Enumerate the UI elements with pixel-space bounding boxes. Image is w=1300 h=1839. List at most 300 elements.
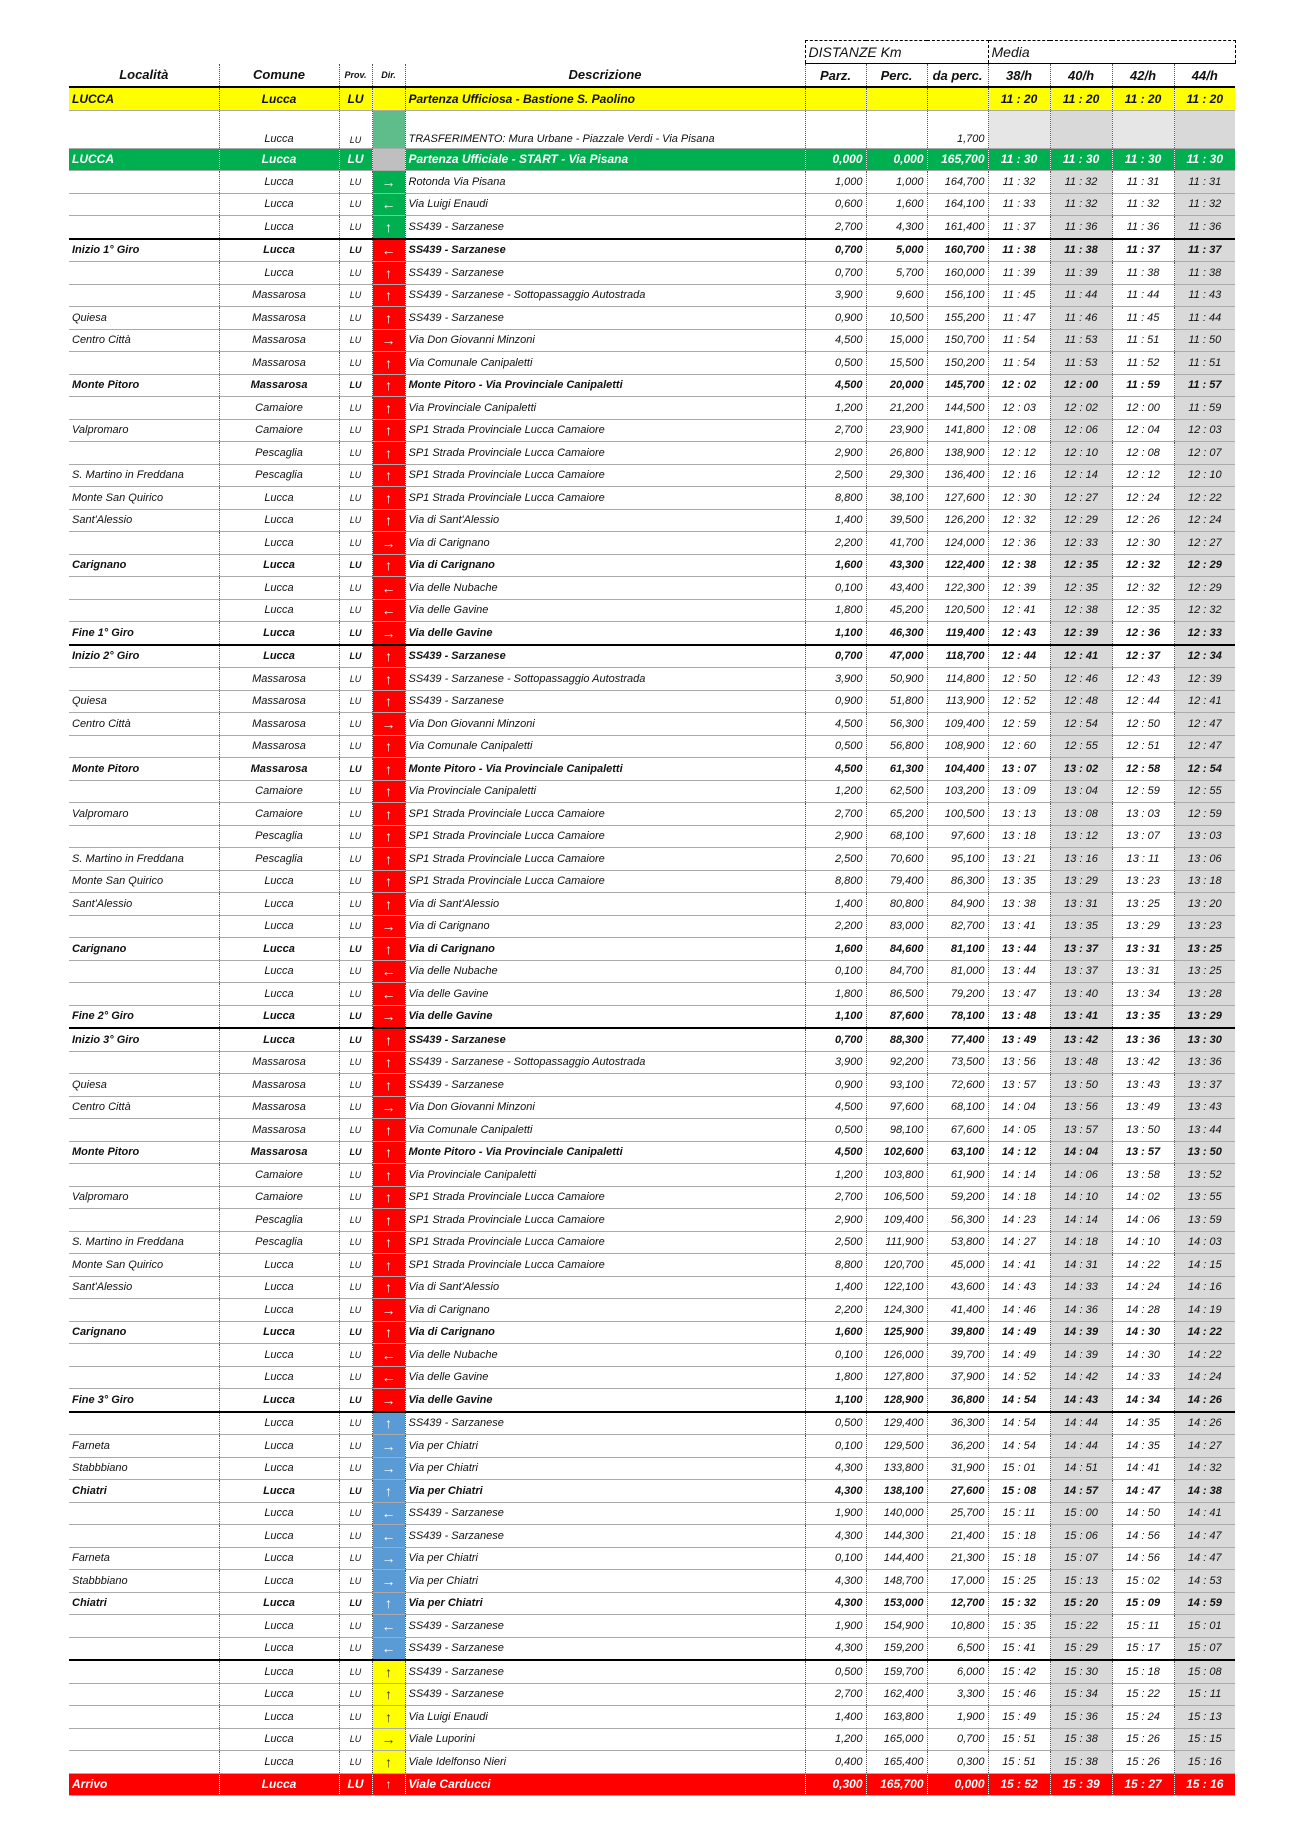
da-perc-cell: 72,600 (927, 1074, 988, 1097)
col-da-perc-header: da perc. (927, 64, 988, 88)
comune-cell: Lucca (219, 599, 339, 622)
perc-cell: 109,400 (866, 1209, 927, 1232)
perc-cell: 129,400 (866, 1412, 927, 1435)
descrizione-cell: SS439 - Sarzanese - Sottopassaggio Autostrada (405, 1051, 805, 1074)
prov-cell: LU (339, 870, 372, 893)
localita-cell: S. Martino in Freddana (69, 1231, 219, 1254)
col-42-header: 42/h (1112, 64, 1174, 88)
prov-cell: LU (339, 1502, 372, 1525)
comune-cell: Lucca (219, 1502, 339, 1525)
table-row (69, 464, 1235, 487)
direction-icon: ↑ (372, 938, 405, 961)
table-row (69, 1525, 1235, 1548)
time-44-cell: 14 : 38 (1174, 1480, 1235, 1503)
time-42-cell: 12 : 08 (1112, 442, 1174, 465)
time-44-cell: 14 : 27 (1174, 1435, 1235, 1458)
descrizione-cell: SP1 Strada Provinciale Lucca Camaiore (405, 870, 805, 893)
time-44-cell: 12 : 24 (1174, 509, 1235, 532)
perc-cell: 9,600 (866, 284, 927, 307)
descrizione-cell: SP1 Strada Provinciale Lucca Camaiore (405, 1186, 805, 1209)
time-40-cell: 15 : 29 (1050, 1637, 1112, 1660)
parz-cell: 4,300 (805, 1592, 866, 1615)
da-perc-cell: 21,300 (927, 1547, 988, 1570)
time-38-cell: 14 : 54 (988, 1435, 1050, 1458)
prov-cell: LU (339, 780, 372, 803)
descrizione-cell: SS439 - Sarzanese (405, 690, 805, 713)
table-row (69, 262, 1235, 285)
table-row (69, 758, 1235, 781)
table-row (69, 1773, 1235, 1796)
time-42-cell: 11 : 37 (1112, 239, 1174, 262)
comune-cell: Lucca (219, 870, 339, 893)
table-row (69, 487, 1235, 510)
time-40-cell: 11 : 38 (1050, 239, 1112, 262)
parz-cell: 1,400 (805, 509, 866, 532)
perc-cell: 103,800 (866, 1164, 927, 1187)
comune-cell: Lucca (219, 532, 339, 555)
table-row (69, 1706, 1235, 1729)
comune-cell: Massarosa (219, 284, 339, 307)
parz-cell: 0,100 (805, 1547, 866, 1570)
da-perc-cell: 3,300 (927, 1683, 988, 1706)
table-row (69, 1389, 1235, 1412)
table-row (69, 960, 1235, 983)
parz-cell: 1,200 (805, 780, 866, 803)
descrizione-cell: Via di Sant'Alessio (405, 1276, 805, 1299)
time-40-cell: 14 : 04 (1050, 1141, 1112, 1164)
comune-cell: Pescaglia (219, 464, 339, 487)
time-38-cell: 12 : 38 (988, 554, 1050, 577)
time-38-cell: 15 : 41 (988, 1637, 1050, 1660)
time-38-cell: 12 : 08 (988, 419, 1050, 442)
localita-cell (69, 284, 219, 307)
time-44-cell: 11 : 30 (1174, 148, 1235, 171)
time-44-cell: 15 : 13 (1174, 1706, 1235, 1729)
perc-cell: 133,800 (866, 1457, 927, 1480)
time-44-cell: 14 : 03 (1174, 1231, 1235, 1254)
localita-cell (69, 983, 219, 1006)
direction-icon: ← (372, 960, 405, 983)
time-44-cell: 13 : 03 (1174, 825, 1235, 848)
perc-cell: 5,700 (866, 262, 927, 285)
time-42-cell: 15 : 24 (1112, 1706, 1174, 1729)
direction-icon (372, 110, 405, 148)
parz-cell: 4,500 (805, 329, 866, 352)
time-40-cell: 13 : 31 (1050, 893, 1112, 916)
comune-cell: Pescaglia (219, 848, 339, 871)
time-42-cell: 14 : 34 (1112, 1389, 1174, 1412)
time-40-cell: 12 : 10 (1050, 442, 1112, 465)
direction-icon: ↑ (372, 1164, 405, 1187)
time-42-cell: 12 : 51 (1112, 735, 1174, 758)
da-perc-cell: 138,900 (927, 442, 988, 465)
direction-icon: ↑ (372, 758, 405, 781)
prov-cell: LU (339, 1028, 372, 1051)
table-row (69, 1660, 1235, 1683)
time-38-cell: 12 : 32 (988, 509, 1050, 532)
descrizione-cell: SP1 Strada Provinciale Lucca Camaiore (405, 1209, 805, 1232)
time-38-cell: 14 : 52 (988, 1366, 1050, 1389)
da-perc-cell: 122,400 (927, 554, 988, 577)
perc-cell: 56,300 (866, 713, 927, 736)
descrizione-cell: SS439 - Sarzanese - Sottopassaggio Autostrada (405, 284, 805, 307)
comune-cell: Lucca (219, 1592, 339, 1615)
time-40-cell: 14 : 31 (1050, 1254, 1112, 1277)
time-40-cell: 12 : 29 (1050, 509, 1112, 532)
prov-cell: LU (339, 668, 372, 691)
da-perc-cell: 160,000 (927, 262, 988, 285)
descrizione-cell: Via Don Giovanni Minzoni (405, 1096, 805, 1119)
time-38-cell: 14 : 23 (988, 1209, 1050, 1232)
descrizione-cell: SP1 Strada Provinciale Lucca Camaiore (405, 419, 805, 442)
direction-icon: → (372, 329, 405, 352)
time-38-cell: 13 : 18 (988, 825, 1050, 848)
localita-cell: Inizio 1° Giro (69, 239, 219, 262)
da-perc-cell (927, 87, 988, 110)
time-44-cell: 12 : 55 (1174, 780, 1235, 803)
time-38-cell: 12 : 52 (988, 690, 1050, 713)
prov-cell: LU (339, 1412, 372, 1435)
time-44-cell: 15 : 08 (1174, 1660, 1235, 1683)
time-38-cell: 13 : 56 (988, 1051, 1050, 1074)
table-row (69, 554, 1235, 577)
descrizione-cell: SS439 - Sarzanese (405, 1502, 805, 1525)
parz-cell: 4,500 (805, 374, 866, 397)
localita-cell (69, 1164, 219, 1187)
time-42-cell: 13 : 31 (1112, 960, 1174, 983)
time-42-cell: 14 : 50 (1112, 1502, 1174, 1525)
direction-icon: ↑ (372, 803, 405, 826)
localita-cell: Chiatri (69, 1592, 219, 1615)
time-38-cell: 14 : 27 (988, 1231, 1050, 1254)
time-44-cell: 12 : 32 (1174, 599, 1235, 622)
da-perc-cell: 164,100 (927, 193, 988, 216)
parz-cell: 4,500 (805, 758, 866, 781)
time-44-cell: 13 : 30 (1174, 1028, 1235, 1051)
time-40-cell: 13 : 12 (1050, 825, 1112, 848)
table-row (69, 110, 1235, 148)
time-44-cell: 14 : 59 (1174, 1592, 1235, 1615)
da-perc-cell: 150,700 (927, 329, 988, 352)
localita-cell (69, 825, 219, 848)
localita-cell (69, 1412, 219, 1435)
direction-icon: → (372, 1096, 405, 1119)
table-row (69, 713, 1235, 736)
table-row (69, 1480, 1235, 1503)
direction-icon: ↑ (372, 1683, 405, 1706)
comune-cell: Massarosa (219, 668, 339, 691)
descrizione-cell: Via delle Gavine (405, 599, 805, 622)
direction-icon: ↑ (372, 262, 405, 285)
table-row (69, 780, 1235, 803)
perc-cell: 120,700 (866, 1254, 927, 1277)
prov-cell: LU (339, 1751, 372, 1774)
comune-cell: Camaiore (219, 1164, 339, 1187)
parz-cell: 1,600 (805, 554, 866, 577)
direction-icon: → (372, 171, 405, 194)
time-42-cell: 11 : 30 (1112, 148, 1174, 171)
parz-cell: 4,500 (805, 1141, 866, 1164)
parz-cell: 2,200 (805, 915, 866, 938)
descrizione-cell: SP1 Strada Provinciale Lucca Camaiore (405, 464, 805, 487)
comune-cell: Lucca (219, 1525, 339, 1548)
prov-cell: LU (339, 352, 372, 375)
time-42-cell: 14 : 35 (1112, 1435, 1174, 1458)
time-38-cell: 11 : 39 (988, 262, 1050, 285)
comune-cell: Massarosa (219, 758, 339, 781)
time-44-cell: 14 : 41 (1174, 1502, 1235, 1525)
prov-cell: LU (339, 1683, 372, 1706)
perc-cell: 20,000 (866, 374, 927, 397)
time-40-cell: 11 : 20 (1050, 87, 1112, 110)
perc-cell: 102,600 (866, 1141, 927, 1164)
time-42-cell: 11 : 51 (1112, 329, 1174, 352)
time-42-cell: 15 : 02 (1112, 1570, 1174, 1593)
direction-icon: ↑ (372, 487, 405, 510)
table-row (69, 1344, 1235, 1367)
time-38-cell: 15 : 51 (988, 1751, 1050, 1774)
time-42-cell: 11 : 32 (1112, 193, 1174, 216)
time-38-cell: 14 : 04 (988, 1096, 1050, 1119)
comune-cell: Lucca (219, 239, 339, 262)
group-media-header: Media (988, 41, 1235, 64)
time-38-cell: 13 : 21 (988, 848, 1050, 871)
time-38-cell: 12 : 39 (988, 577, 1050, 600)
prov-cell: LU (339, 758, 372, 781)
time-44-cell: 12 : 59 (1174, 803, 1235, 826)
table-row (69, 329, 1235, 352)
comune-cell: Lucca (219, 1321, 339, 1344)
time-42-cell: 11 : 45 (1112, 307, 1174, 330)
table-row (69, 87, 1235, 110)
table-row (69, 577, 1235, 600)
time-40-cell: 11 : 36 (1050, 216, 1112, 239)
parz-cell: 3,900 (805, 668, 866, 691)
time-44-cell: 13 : 20 (1174, 893, 1235, 916)
time-40-cell: 15 : 13 (1050, 1570, 1112, 1593)
time-42-cell: 11 : 44 (1112, 284, 1174, 307)
direction-icon: ↑ (372, 442, 405, 465)
parz-cell: 4,300 (805, 1525, 866, 1548)
time-44-cell: 13 : 55 (1174, 1186, 1235, 1209)
perc-cell: 125,900 (866, 1321, 927, 1344)
direction-icon: → (372, 1299, 405, 1322)
table-row (69, 307, 1235, 330)
time-42-cell: 15 : 22 (1112, 1683, 1174, 1706)
time-44-cell: 13 : 50 (1174, 1141, 1235, 1164)
comune-cell: Pescaglia (219, 1231, 339, 1254)
time-40-cell: 12 : 38 (1050, 599, 1112, 622)
prov-cell: LU (339, 1209, 372, 1232)
comune-cell: Lucca (219, 1728, 339, 1751)
parz-cell: 0,700 (805, 239, 866, 262)
localita-cell (69, 193, 219, 216)
time-42-cell: 13 : 57 (1112, 1141, 1174, 1164)
comune-cell: Lucca (219, 938, 339, 961)
table-row (69, 1502, 1235, 1525)
parz-cell: 0,700 (805, 262, 866, 285)
da-perc-cell: 150,200 (927, 352, 988, 375)
time-38-cell: 14 : 49 (988, 1344, 1050, 1367)
prov-cell: LU (339, 284, 372, 307)
comune-cell: Lucca (219, 1751, 339, 1774)
time-38-cell: 15 : 18 (988, 1547, 1050, 1570)
time-42-cell: 13 : 07 (1112, 825, 1174, 848)
direction-icon: ↑ (372, 1660, 405, 1683)
direction-icon: ↑ (372, 1321, 405, 1344)
table-row (69, 983, 1235, 1006)
prov-cell: LU (339, 239, 372, 262)
parz-cell: 0,900 (805, 690, 866, 713)
time-42-cell: 11 : 59 (1112, 374, 1174, 397)
perc-cell: 124,300 (866, 1299, 927, 1322)
prov-cell: LU (339, 1299, 372, 1322)
direction-icon: → (372, 532, 405, 555)
comune-cell: Lucca (219, 1299, 339, 1322)
parz-cell: 1,200 (805, 1728, 866, 1751)
descrizione-cell: SS439 - Sarzanese (405, 1525, 805, 1548)
time-40-cell: 14 : 06 (1050, 1164, 1112, 1187)
direction-icon: ↑ (372, 780, 405, 803)
time-38-cell: 12 : 59 (988, 713, 1050, 736)
parz-cell: 0,900 (805, 1074, 866, 1097)
direction-icon: ↑ (372, 1254, 405, 1277)
prov-cell: LU (339, 1547, 372, 1570)
table-row (69, 1321, 1235, 1344)
time-44-cell: 12 : 03 (1174, 419, 1235, 442)
time-44-cell: 12 : 27 (1174, 532, 1235, 555)
direction-icon: ← (372, 239, 405, 262)
localita-cell (69, 960, 219, 983)
time-38-cell: 11 : 45 (988, 284, 1050, 307)
time-44-cell: 13 : 25 (1174, 938, 1235, 961)
descrizione-cell: Via Comunale Canipaletti (405, 1119, 805, 1142)
da-perc-cell: 56,300 (927, 1209, 988, 1232)
comune-cell: Lucca (219, 1457, 339, 1480)
perc-cell: 84,700 (866, 960, 927, 983)
table-row (69, 893, 1235, 916)
time-44-cell: 13 : 59 (1174, 1209, 1235, 1232)
localita-cell (69, 262, 219, 285)
da-perc-cell: 144,500 (927, 397, 988, 420)
table-row (69, 915, 1235, 938)
da-perc-cell: 63,100 (927, 1141, 988, 1164)
table-row (69, 1051, 1235, 1074)
prov-cell: LU (339, 1480, 372, 1503)
time-42-cell: 15 : 11 (1112, 1615, 1174, 1638)
da-perc-cell: 113,900 (927, 690, 988, 713)
time-40-cell: 13 : 02 (1050, 758, 1112, 781)
da-perc-cell: 81,100 (927, 938, 988, 961)
time-42-cell: 14 : 30 (1112, 1344, 1174, 1367)
table-row (69, 1570, 1235, 1593)
table-row (69, 532, 1235, 555)
parz-cell: 2,700 (805, 216, 866, 239)
parz-cell: 0,900 (805, 307, 866, 330)
time-38-cell: 13 : 07 (988, 758, 1050, 781)
prov-cell: LU (339, 1435, 372, 1458)
group-distances-header: DISTANZE Km (805, 41, 988, 64)
table-row (69, 1366, 1235, 1389)
direction-icon: ← (372, 1525, 405, 1548)
time-38-cell: 11 : 32 (988, 171, 1050, 194)
descrizione-cell: Via delle Gavine (405, 622, 805, 645)
time-42-cell: 15 : 18 (1112, 1660, 1174, 1683)
direction-icon: ↑ (372, 1074, 405, 1097)
time-42-cell: 12 : 59 (1112, 780, 1174, 803)
comune-cell: Massarosa (219, 1074, 339, 1097)
descrizione-cell: Via di Carignano (405, 1321, 805, 1344)
descrizione-cell: Via delle Nubache (405, 577, 805, 600)
prov-cell: LU (339, 1141, 372, 1164)
time-44-cell: 13 : 52 (1174, 1164, 1235, 1187)
descrizione-cell: Via per Chiatri (405, 1480, 805, 1503)
localita-cell: Arrivo (69, 1773, 219, 1796)
time-44-cell: 13 : 23 (1174, 915, 1235, 938)
time-44-cell: 11 : 37 (1174, 239, 1235, 262)
parz-cell: 0,700 (805, 1028, 866, 1051)
localita-cell: Carignano (69, 938, 219, 961)
da-perc-cell: 145,700 (927, 374, 988, 397)
time-38-cell: 13 : 13 (988, 803, 1050, 826)
direction-icon: ↑ (372, 1186, 405, 1209)
direction-icon: ← (372, 1344, 405, 1367)
prov-cell: LU (339, 915, 372, 938)
time-44-cell: 15 : 16 (1174, 1773, 1235, 1796)
comune-cell: Lucca (219, 509, 339, 532)
direction-icon: ↑ (372, 870, 405, 893)
time-44-cell: 13 : 29 (1174, 1005, 1235, 1028)
da-perc-cell: 1,700 (927, 110, 988, 148)
perc-cell: 122,100 (866, 1276, 927, 1299)
localita-cell (69, 1119, 219, 1142)
localita-cell (69, 1683, 219, 1706)
localita-cell (69, 1637, 219, 1660)
time-38-cell: 12 : 16 (988, 464, 1050, 487)
descrizione-cell: SS439 - Sarzanese (405, 1074, 805, 1097)
perc-cell: 39,500 (866, 509, 927, 532)
comune-cell: Massarosa (219, 735, 339, 758)
time-40-cell: 12 : 39 (1050, 622, 1112, 645)
perc-cell: 87,600 (866, 1005, 927, 1028)
table-row (69, 284, 1235, 307)
localita-cell: Sant'Alessio (69, 1276, 219, 1299)
localita-cell: Valpromaro (69, 1186, 219, 1209)
perc-cell: 165,000 (866, 1728, 927, 1751)
direction-icon: ← (372, 1502, 405, 1525)
prov-cell: LU (339, 1164, 372, 1187)
localita-cell: Stabbbiano (69, 1457, 219, 1480)
time-40-cell: 12 : 41 (1050, 645, 1112, 668)
perc-cell: 43,400 (866, 577, 927, 600)
da-perc-cell: 156,100 (927, 284, 988, 307)
direction-icon: → (372, 1728, 405, 1751)
descrizione-cell: SS439 - Sarzanese (405, 239, 805, 262)
perc-cell: 83,000 (866, 915, 927, 938)
time-40-cell: 13 : 04 (1050, 780, 1112, 803)
time-44-cell: 12 : 39 (1174, 668, 1235, 691)
localita-cell: Carignano (69, 1321, 219, 1344)
da-perc-cell: 120,500 (927, 599, 988, 622)
time-44-cell: 13 : 37 (1174, 1074, 1235, 1097)
comune-cell: Lucca (219, 1615, 339, 1638)
time-44-cell: 14 : 53 (1174, 1570, 1235, 1593)
comune-cell: Lucca (219, 487, 339, 510)
descrizione-cell: Rotonda Via Pisana (405, 171, 805, 194)
time-44-cell: 15 : 15 (1174, 1728, 1235, 1751)
direction-icon: ↑ (372, 668, 405, 691)
time-40-cell: 13 : 56 (1050, 1096, 1112, 1119)
